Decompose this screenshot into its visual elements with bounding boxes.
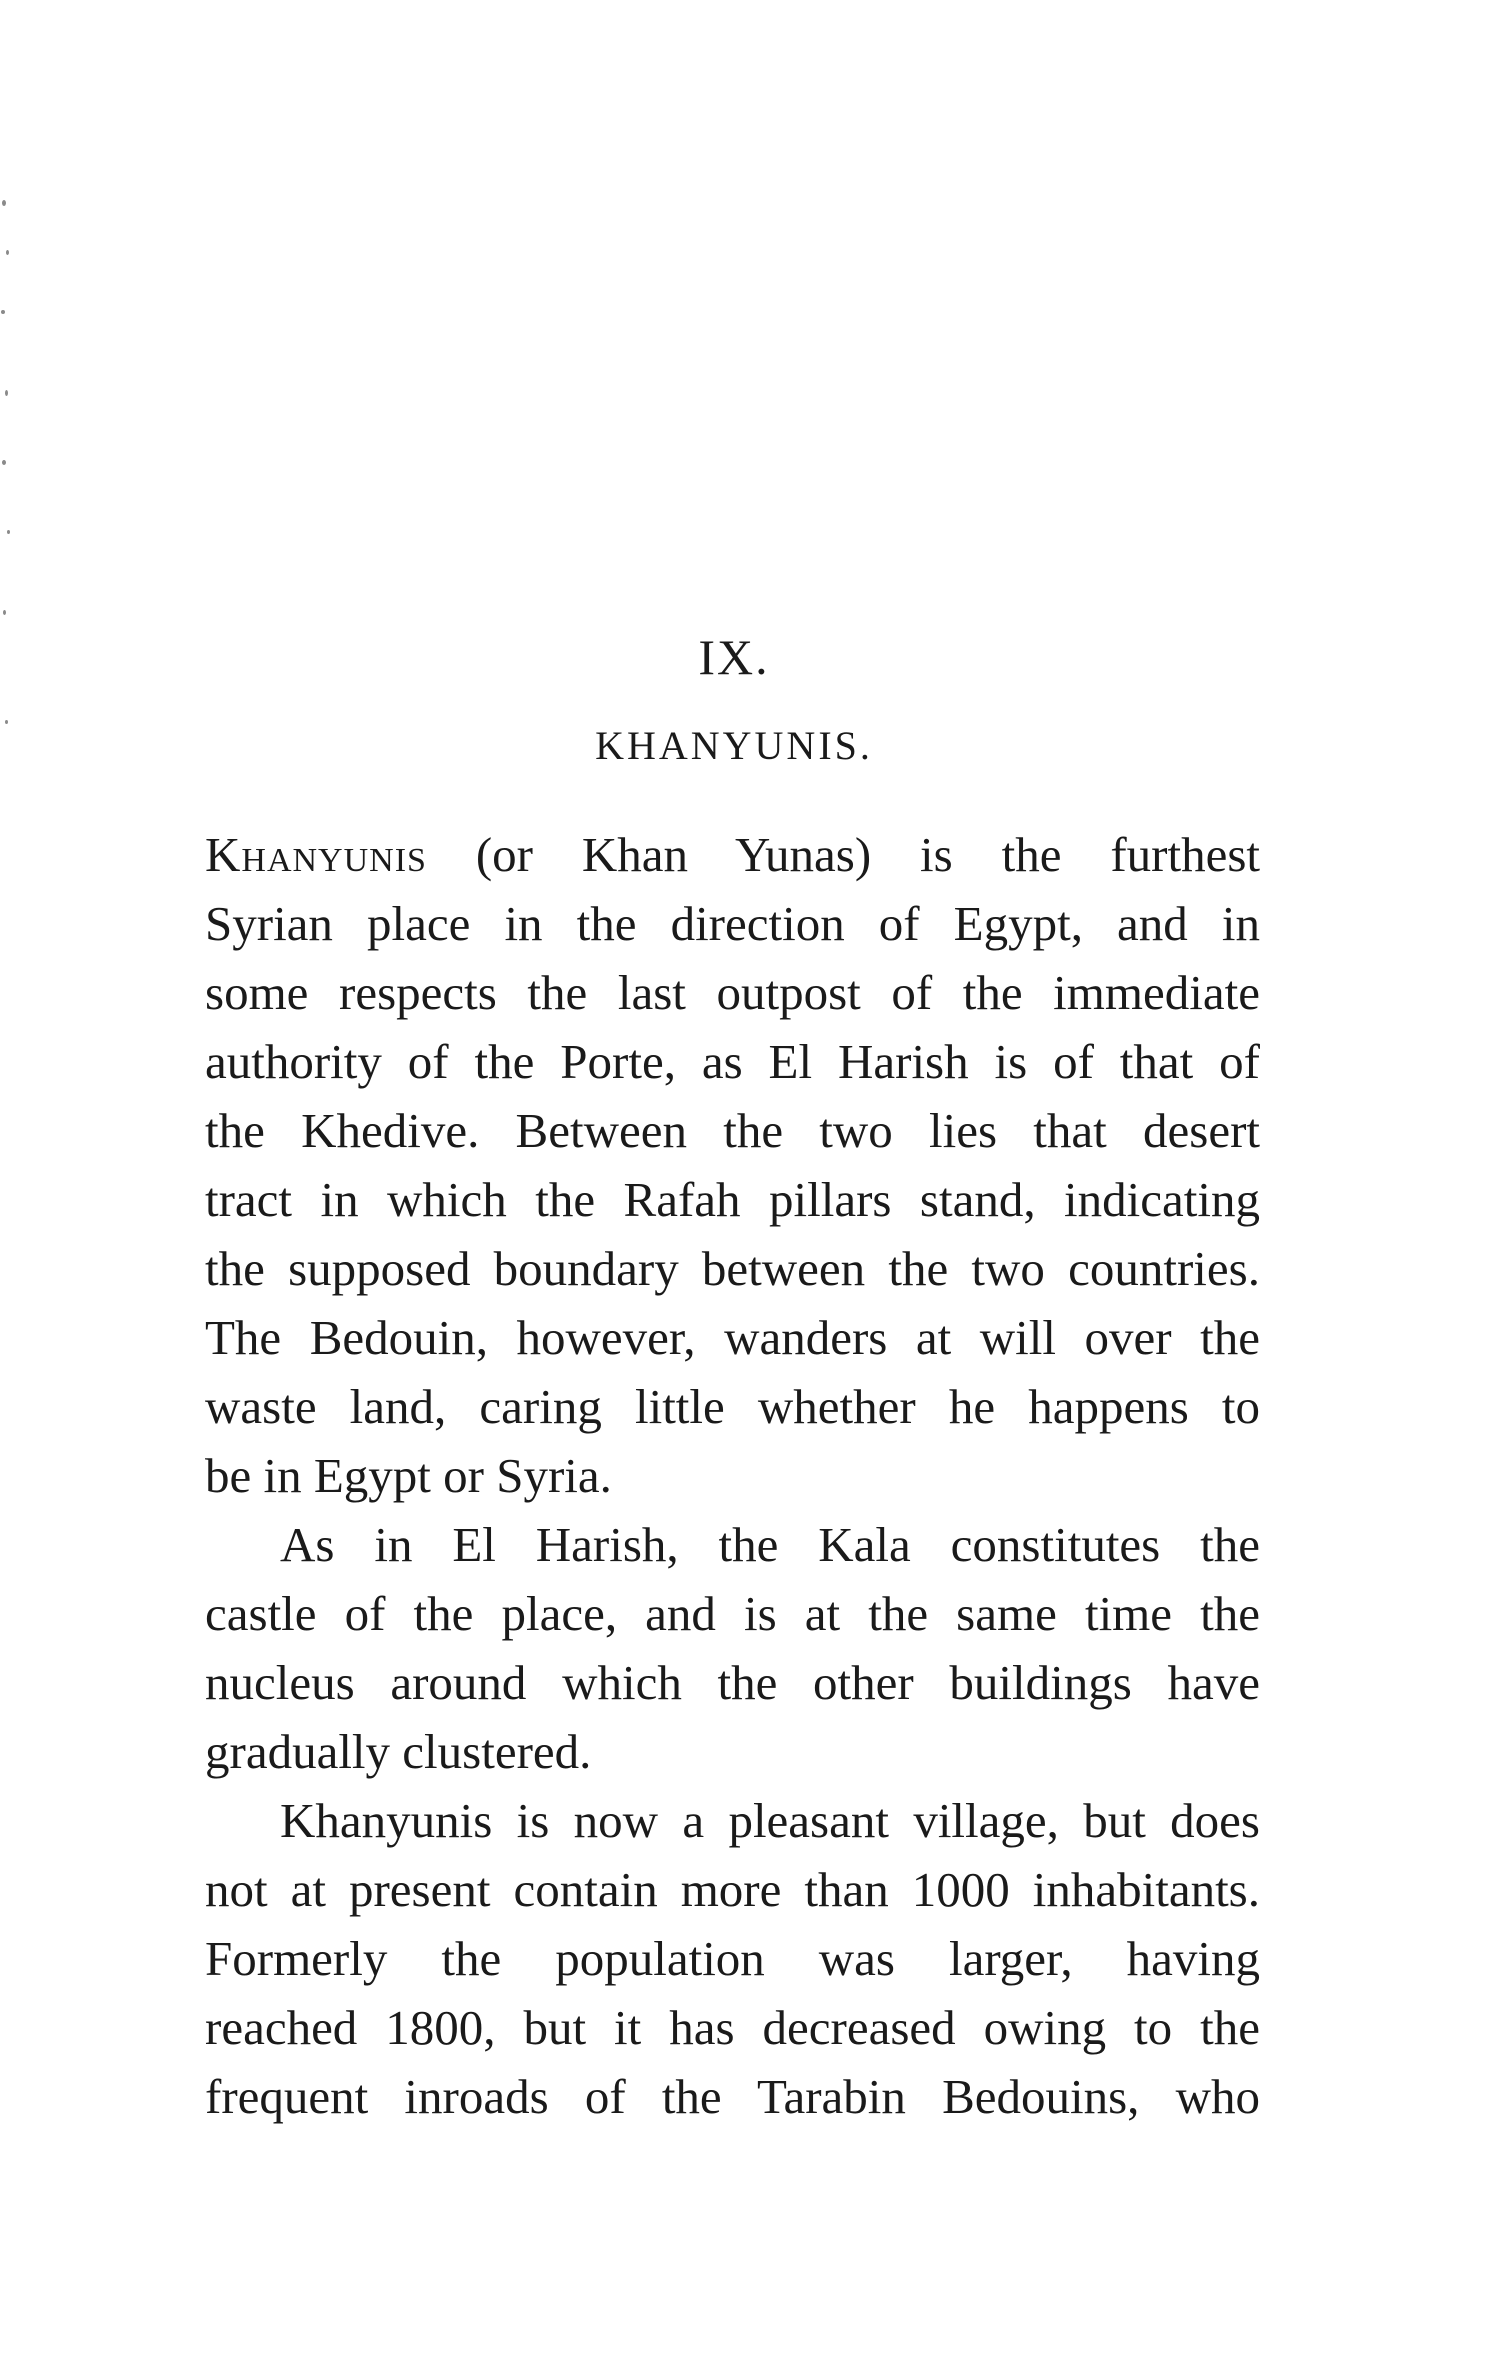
line-text: (or Khan Yunas) is the furthest — [426, 827, 1260, 882]
text-line: reached 1800, but it has decreased owing to the — [205, 2000, 1260, 2055]
text-line: the Khedive. Between the two lies that desert — [205, 1103, 1260, 1158]
lead-word: Khanyunis — [205, 827, 427, 882]
text-line: Khanyunis is now a pleasant village, but does — [280, 1793, 1260, 1848]
text-line: the supposed boundary between the two countries. — [205, 1241, 1260, 1296]
text-line — [205, 820, 1260, 889]
text-line: waste land, caring little whether he happens to — [205, 1379, 1260, 1434]
text-line: be in Egypt or Syria. — [205, 1448, 612, 1503]
binding-edge-specks — [0, 180, 18, 780]
text-line: authority of the Porte, as El Harish is of that of — [205, 1034, 1260, 1089]
text-line: As in El Harish, the Kala constitutes the — [280, 1517, 1260, 1572]
text-line: not at present contain more than 1000 inhabitants. — [205, 1862, 1260, 1917]
body-text — [205, 820, 1260, 2131]
text-line: some respects the last outpost of the immediate — [205, 965, 1260, 1020]
text-line: gradually clustered. — [205, 1724, 592, 1779]
text-line: tract in which the Rafah pillars stand, indicating — [205, 1172, 1260, 1227]
text-line: Syrian place in the direction of Egypt, and in — [205, 896, 1260, 951]
chapter-number: IX. — [698, 629, 770, 685]
text-line: Formerly the population was larger, having — [205, 1931, 1260, 1986]
text-line: nucleus around which the other buildings have — [205, 1655, 1260, 1710]
chapter-title: KHANYUNIS. — [595, 723, 873, 768]
text-line: The Bedouin, however, wanders at will over the — [205, 1310, 1260, 1365]
text-line: frequent inroads of the Tarabin Bedouins, who — [205, 2069, 1260, 2124]
text-line: castle of the place, and is at the same time the — [205, 1586, 1260, 1641]
